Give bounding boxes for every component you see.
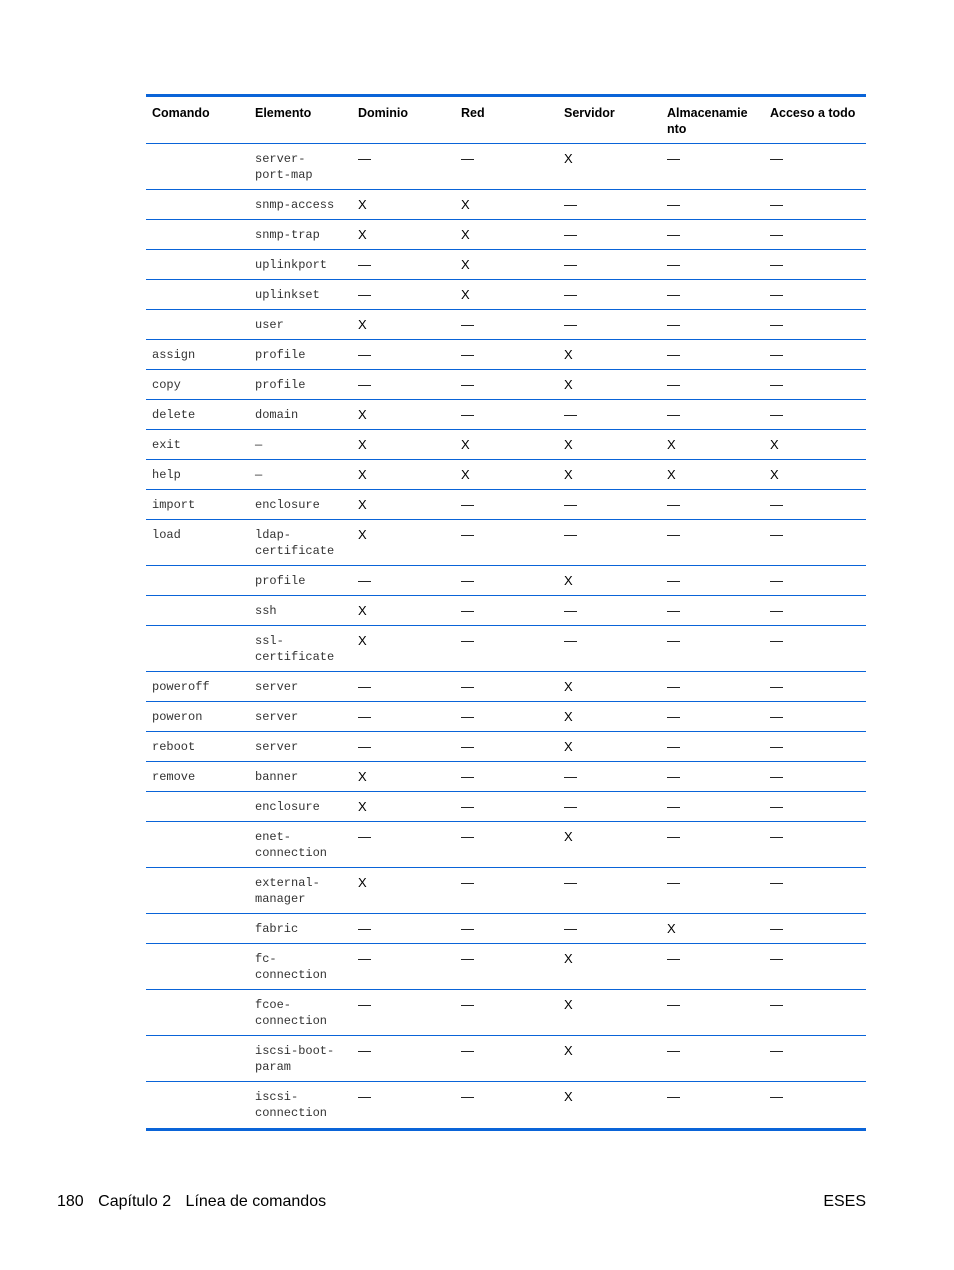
permission-cell: — bbox=[667, 151, 680, 166]
command-cell bbox=[146, 626, 249, 671]
table-row bbox=[146, 370, 866, 400]
command-cell: import bbox=[152, 498, 196, 512]
element-cell: uplinkport bbox=[255, 258, 328, 272]
permission-cell: — bbox=[770, 497, 783, 512]
command-cell bbox=[146, 822, 249, 867]
command-cell bbox=[146, 566, 249, 595]
command-cell: delete bbox=[152, 408, 196, 422]
element-cell: profile bbox=[255, 378, 306, 392]
permission-cell: — bbox=[667, 287, 680, 302]
command-cell bbox=[146, 868, 249, 913]
permission-cell: — bbox=[358, 709, 371, 724]
table-row bbox=[146, 1082, 866, 1128]
table-row bbox=[146, 520, 866, 566]
table-row bbox=[146, 626, 866, 672]
permission-cell: — bbox=[358, 151, 371, 166]
permission-cell: — bbox=[770, 287, 783, 302]
table-row bbox=[146, 1036, 866, 1082]
column-header: Almacenamie nto bbox=[667, 106, 748, 136]
table-row bbox=[146, 340, 866, 370]
chapter-label: Capítulo 2 bbox=[98, 1193, 172, 1210]
permission-cell: X bbox=[564, 829, 573, 844]
permission-cell: X bbox=[770, 437, 779, 452]
table-row bbox=[146, 672, 866, 702]
command-cell: poweron bbox=[152, 710, 203, 724]
permission-cell: — bbox=[461, 799, 474, 814]
element-cell: external- manager bbox=[255, 876, 320, 906]
permission-cell: X bbox=[564, 1089, 573, 1104]
permission-cell: — bbox=[770, 633, 783, 648]
permission-cell: — bbox=[461, 679, 474, 694]
permission-cell: — bbox=[667, 829, 680, 844]
table-row bbox=[146, 460, 866, 490]
element-cell: banner bbox=[255, 770, 299, 784]
permission-cell: X bbox=[358, 799, 367, 814]
permission-cell: — bbox=[770, 317, 783, 332]
permission-cell: — bbox=[770, 257, 783, 272]
permission-cell: X bbox=[358, 317, 367, 332]
permission-cell: — bbox=[770, 799, 783, 814]
permission-cell: X bbox=[358, 875, 367, 890]
permission-cell: — bbox=[667, 633, 680, 648]
table-row bbox=[146, 400, 866, 430]
table-row bbox=[146, 250, 866, 280]
table-row bbox=[146, 596, 866, 626]
table-row bbox=[146, 762, 866, 792]
permission-cell: — bbox=[564, 317, 577, 332]
permission-cell: X bbox=[358, 197, 367, 212]
permission-cell: — bbox=[461, 921, 474, 936]
table-row bbox=[146, 566, 866, 596]
permission-cell: — bbox=[667, 951, 680, 966]
permission-cell: X bbox=[358, 437, 367, 452]
permission-cell: — bbox=[770, 951, 783, 966]
permission-cell: — bbox=[461, 875, 474, 890]
table-row bbox=[146, 868, 866, 914]
permission-cell: — bbox=[564, 227, 577, 242]
permission-cell: X bbox=[564, 347, 573, 362]
permission-cell: — bbox=[667, 527, 680, 542]
permission-cell: X bbox=[461, 197, 470, 212]
permission-cell: — bbox=[461, 317, 474, 332]
table-row bbox=[146, 822, 866, 868]
permission-cell: — bbox=[461, 347, 474, 362]
permission-cell: X bbox=[461, 437, 470, 452]
permission-cell: X bbox=[358, 527, 367, 542]
permission-cell: — bbox=[358, 921, 371, 936]
chapter-title: Línea de comandos bbox=[185, 1193, 327, 1210]
permission-cell: X bbox=[564, 709, 573, 724]
permission-cell: — bbox=[667, 997, 680, 1012]
element-cell: user bbox=[255, 318, 284, 332]
command-cell: copy bbox=[152, 378, 181, 392]
permission-cell: — bbox=[461, 603, 474, 618]
command-cell bbox=[146, 1082, 249, 1128]
permission-cell: — bbox=[667, 317, 680, 332]
permission-cell: X bbox=[358, 227, 367, 242]
command-cell: reboot bbox=[152, 740, 196, 754]
permission-cell: — bbox=[770, 875, 783, 890]
permission-cell: — bbox=[461, 951, 474, 966]
permission-cell: X bbox=[358, 467, 367, 482]
element-cell: fcoe- connection bbox=[255, 998, 328, 1028]
permission-cell: — bbox=[358, 679, 371, 694]
permission-cell: — bbox=[358, 1043, 371, 1058]
command-cell: assign bbox=[152, 348, 196, 362]
table-row bbox=[146, 732, 866, 762]
element-cell: snmp-trap bbox=[255, 228, 320, 242]
command-cell bbox=[146, 990, 249, 1035]
element-cell: server bbox=[255, 680, 299, 694]
permission-cell: — bbox=[770, 739, 783, 754]
element-cell: fabric bbox=[255, 922, 299, 936]
permission-cell: — bbox=[770, 197, 783, 212]
permission-cell: — bbox=[358, 997, 371, 1012]
permission-cell: X bbox=[564, 679, 573, 694]
permission-cell: — bbox=[667, 739, 680, 754]
permission-cell: — bbox=[358, 829, 371, 844]
permission-cell: X bbox=[461, 227, 470, 242]
permission-cell: X bbox=[564, 467, 573, 482]
command-cell bbox=[146, 190, 249, 219]
permission-cell: — bbox=[770, 997, 783, 1012]
permission-cell: — bbox=[358, 287, 371, 302]
permission-cell: — bbox=[564, 197, 577, 212]
permission-cell: — bbox=[770, 769, 783, 784]
permission-cell: — bbox=[770, 1043, 783, 1058]
permission-cell: — bbox=[461, 1043, 474, 1058]
permission-cell: — bbox=[667, 573, 680, 588]
permission-cell: — bbox=[461, 573, 474, 588]
permission-cell: — bbox=[564, 407, 577, 422]
permission-cell: — bbox=[564, 769, 577, 784]
permission-cell: X bbox=[564, 951, 573, 966]
permission-cell: X bbox=[667, 437, 676, 452]
element-cell: fc- connection bbox=[255, 952, 328, 982]
column-header: Elemento bbox=[255, 106, 312, 120]
element-cell: — bbox=[255, 468, 263, 482]
permission-cell: — bbox=[770, 573, 783, 588]
permission-cell: X bbox=[358, 407, 367, 422]
column-header: Red bbox=[461, 106, 485, 120]
permission-cell: — bbox=[770, 527, 783, 542]
command-cell: exit bbox=[152, 438, 181, 452]
element-cell: ldap- certificate bbox=[255, 528, 335, 558]
permission-cell: — bbox=[770, 347, 783, 362]
page-footer-left bbox=[57, 1192, 336, 1212]
command-cell bbox=[146, 944, 249, 989]
permission-cell: — bbox=[358, 377, 371, 392]
command-cell: help bbox=[152, 468, 181, 482]
permission-cell: X bbox=[770, 467, 779, 482]
permission-cell: — bbox=[564, 527, 577, 542]
permission-cell: — bbox=[461, 497, 474, 512]
permission-cell: — bbox=[564, 603, 577, 618]
permission-cell: — bbox=[564, 921, 577, 936]
permission-cell: — bbox=[667, 799, 680, 814]
command-cell bbox=[146, 792, 249, 821]
permission-cell: — bbox=[358, 951, 371, 966]
element-cell: enclosure bbox=[255, 800, 320, 814]
permission-cell: — bbox=[770, 151, 783, 166]
permission-cell: — bbox=[461, 377, 474, 392]
table-row bbox=[146, 430, 866, 460]
table-row bbox=[146, 220, 866, 250]
permission-cell: — bbox=[667, 347, 680, 362]
command-cell bbox=[146, 1036, 249, 1081]
permission-cell: X bbox=[358, 769, 367, 784]
table-row bbox=[146, 310, 866, 340]
permission-cell: — bbox=[564, 497, 577, 512]
element-cell: ssh bbox=[255, 604, 277, 618]
column-header: Dominio bbox=[358, 106, 408, 120]
permission-cell: X bbox=[461, 257, 470, 272]
command-cell bbox=[146, 220, 249, 249]
permission-cell: — bbox=[461, 633, 474, 648]
element-cell: iscsi- connection bbox=[255, 1090, 328, 1120]
permission-cell: X bbox=[564, 573, 573, 588]
permission-cell: — bbox=[358, 347, 371, 362]
permission-cell: — bbox=[770, 407, 783, 422]
permission-cell: — bbox=[564, 633, 577, 648]
permission-cell: — bbox=[461, 739, 474, 754]
table-row bbox=[146, 490, 866, 520]
command-cell bbox=[146, 914, 249, 943]
element-cell: enclosure bbox=[255, 498, 320, 512]
permission-cell: — bbox=[461, 829, 474, 844]
permission-cell: — bbox=[667, 377, 680, 392]
permission-cell: X bbox=[667, 467, 676, 482]
page-number: 180 bbox=[57, 1193, 84, 1210]
permission-cell: — bbox=[667, 497, 680, 512]
command-cell: poweroff bbox=[152, 680, 210, 694]
element-cell: uplinkset bbox=[255, 288, 320, 302]
table-row bbox=[146, 792, 866, 822]
column-header: Servidor bbox=[564, 106, 615, 120]
permission-cell: — bbox=[358, 739, 371, 754]
element-cell: iscsi-boot- param bbox=[255, 1044, 335, 1074]
permission-cell: — bbox=[461, 151, 474, 166]
table-row bbox=[146, 914, 866, 944]
element-cell: profile bbox=[255, 348, 306, 362]
element-cell: ssl- certificate bbox=[255, 634, 335, 664]
permission-cell: X bbox=[564, 1043, 573, 1058]
command-cell bbox=[146, 144, 249, 189]
permission-cell: — bbox=[667, 769, 680, 784]
command-cell bbox=[146, 250, 249, 279]
permission-cell: X bbox=[667, 921, 676, 936]
permission-cell: — bbox=[564, 287, 577, 302]
element-cell: enet- connection bbox=[255, 830, 328, 860]
permission-cell: — bbox=[358, 257, 371, 272]
permission-cell: — bbox=[461, 769, 474, 784]
permission-cell: X bbox=[358, 497, 367, 512]
permission-cell: — bbox=[667, 227, 680, 242]
command-cell: remove bbox=[152, 770, 196, 784]
permission-cell: — bbox=[461, 407, 474, 422]
commands-table bbox=[146, 94, 866, 1131]
element-cell: snmp-access bbox=[255, 198, 335, 212]
permission-cell: — bbox=[667, 1089, 680, 1104]
element-cell: profile bbox=[255, 574, 306, 588]
permission-cell: — bbox=[667, 407, 680, 422]
permission-cell: — bbox=[564, 799, 577, 814]
permission-cell: — bbox=[461, 527, 474, 542]
permission-cell: — bbox=[770, 377, 783, 392]
table-row bbox=[146, 280, 866, 310]
permission-cell: X bbox=[564, 151, 573, 166]
permission-cell: X bbox=[461, 287, 470, 302]
table-row bbox=[146, 144, 866, 190]
permission-cell: — bbox=[667, 603, 680, 618]
permission-cell: — bbox=[358, 1089, 371, 1104]
permission-cell: — bbox=[770, 709, 783, 724]
table-body bbox=[146, 144, 866, 1128]
permission-cell: — bbox=[667, 709, 680, 724]
permission-cell: — bbox=[770, 603, 783, 618]
permission-cell: — bbox=[564, 257, 577, 272]
permission-cell: X bbox=[461, 467, 470, 482]
permission-cell: — bbox=[667, 1043, 680, 1058]
element-cell: server bbox=[255, 710, 299, 724]
column-header: Acceso a todo bbox=[770, 106, 856, 120]
permission-cell: X bbox=[564, 739, 573, 754]
element-cell: server bbox=[255, 740, 299, 754]
table-row bbox=[146, 944, 866, 990]
command-cell bbox=[146, 596, 249, 625]
permission-cell: — bbox=[770, 829, 783, 844]
permission-cell: — bbox=[358, 573, 371, 588]
permission-cell: — bbox=[564, 875, 577, 890]
table-row bbox=[146, 702, 866, 732]
command-cell bbox=[146, 280, 249, 309]
permission-cell: — bbox=[667, 875, 680, 890]
locale-code: ESES bbox=[823, 1193, 866, 1210]
table-row bbox=[146, 990, 866, 1036]
permission-cell: — bbox=[770, 679, 783, 694]
element-cell: server- port-map bbox=[255, 152, 313, 182]
permission-cell: — bbox=[770, 921, 783, 936]
permission-cell: X bbox=[564, 377, 573, 392]
permission-cell: X bbox=[564, 997, 573, 1012]
permission-cell: — bbox=[667, 197, 680, 212]
permission-cell: — bbox=[667, 257, 680, 272]
permission-cell: X bbox=[358, 633, 367, 648]
permission-cell: — bbox=[461, 1089, 474, 1104]
element-cell: — bbox=[255, 438, 263, 452]
element-cell: domain bbox=[255, 408, 299, 422]
permission-cell: — bbox=[461, 709, 474, 724]
permission-cell: — bbox=[770, 1089, 783, 1104]
permission-cell: X bbox=[358, 603, 367, 618]
permission-cell: X bbox=[564, 437, 573, 452]
permission-cell: — bbox=[667, 679, 680, 694]
permission-cell: — bbox=[461, 997, 474, 1012]
table-row bbox=[146, 190, 866, 220]
command-cell bbox=[146, 310, 249, 339]
table-header-row bbox=[146, 97, 866, 144]
permission-cell: — bbox=[770, 227, 783, 242]
column-header: Comando bbox=[152, 106, 210, 120]
command-cell: load bbox=[152, 528, 181, 542]
